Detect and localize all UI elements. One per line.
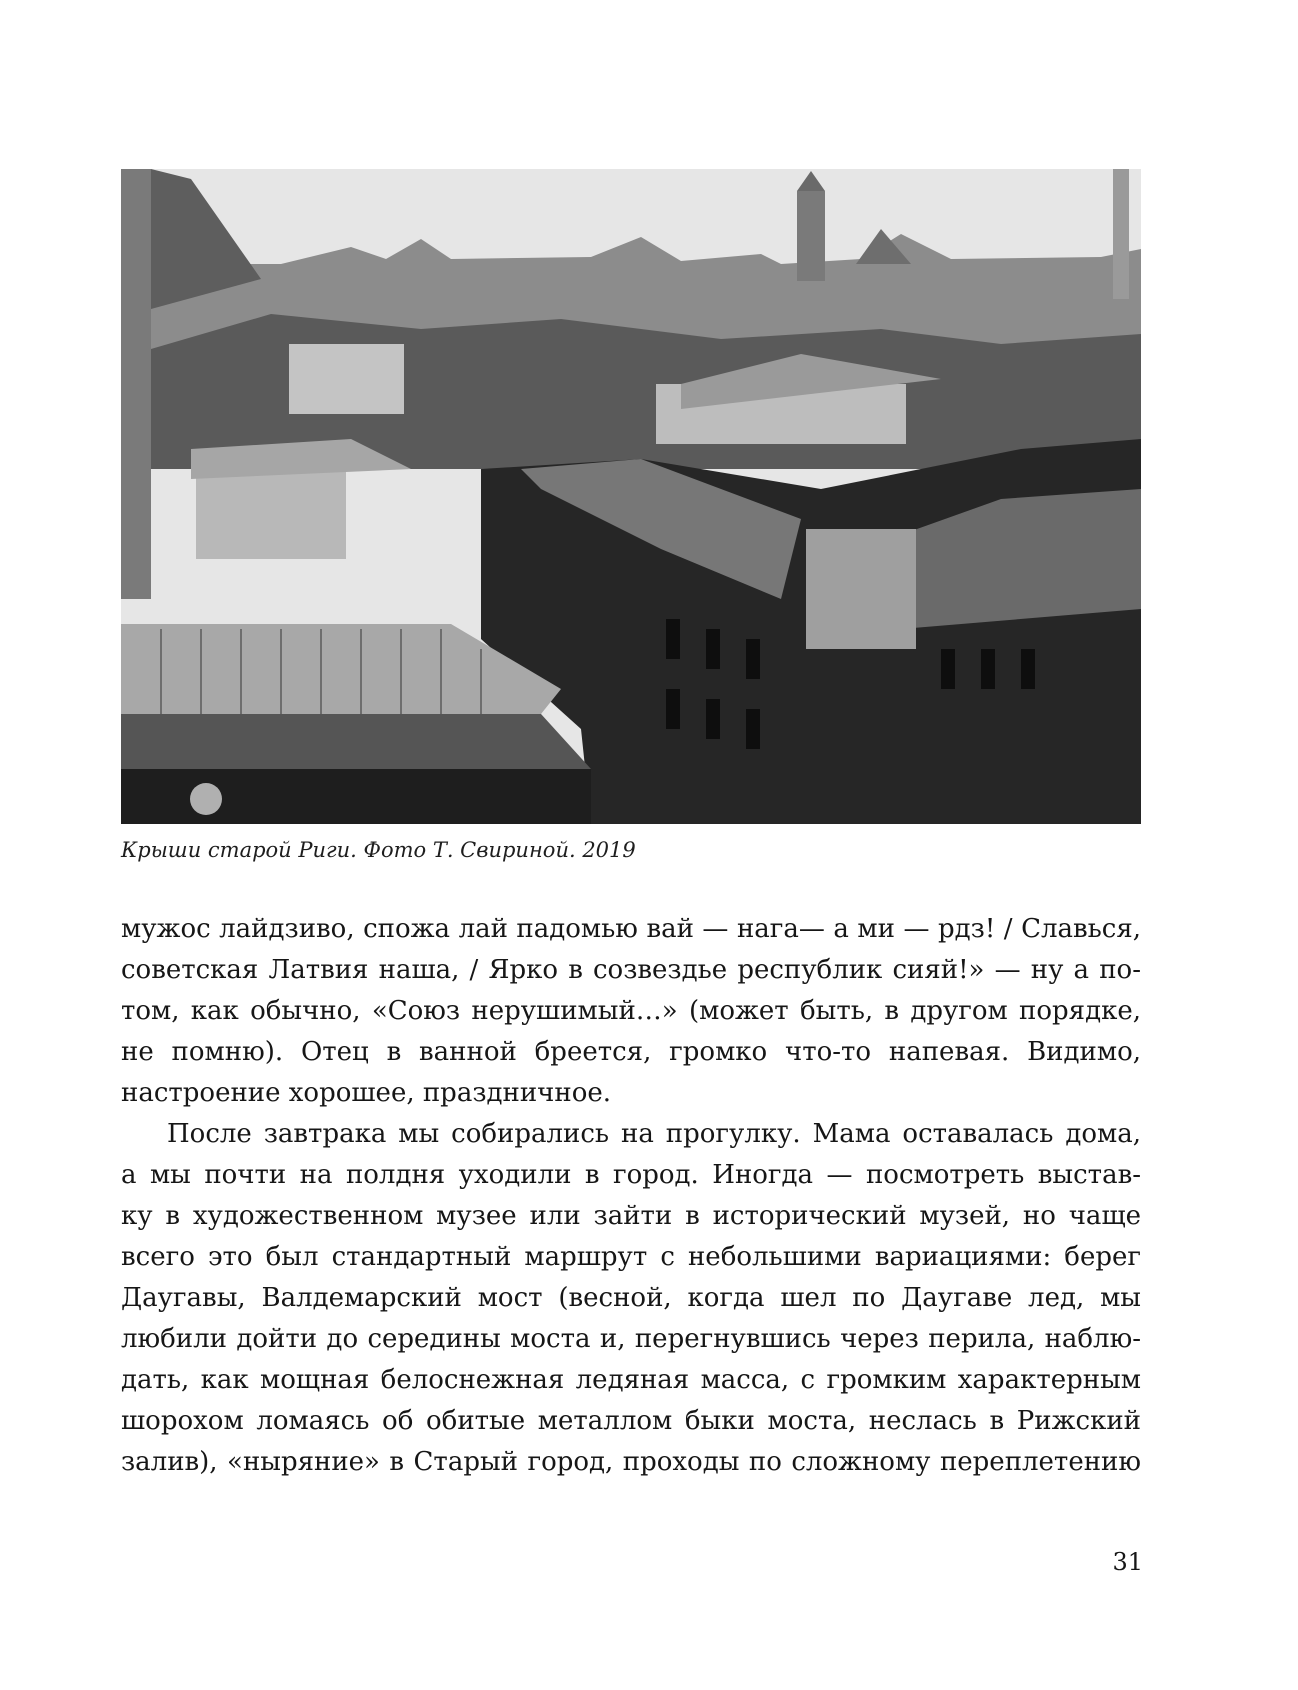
text-line: всего это был стандартный маршрут с небольшими вариациями: берег [121,1242,1141,1272]
photo-chimney-right [1113,169,1129,299]
photo-light-wall-1 [289,344,404,414]
text-line: дать, как мощная белоснежная ледяная масса, с громким характерным [121,1365,1141,1395]
body-text [121,909,1141,1483]
text-line: После завтрака мы собирались на прогулку. Мама оставалась дома, [167,1119,1141,1149]
text-line: советская Латвия наша, / Ярко в созвездье республик сияй!» — ну а по- [121,955,1141,985]
photo-foreground-roof-edge [121,714,591,769]
text-line: не помню). Отец в ванной бреется, громко что-то напевая. Видимо, [121,1037,1141,1067]
text-line: любили дойти до середины моста и, перегнувшись через перила, наблю- [121,1324,1141,1354]
text-line: мужос лайдзиво, спожа лай падомью вай — нага— а ми — рдз! / Славься, [121,914,1141,944]
photo-image [121,169,1141,824]
text-line: том, как обычно, «Союз нерушимый…» (может быть, в другом порядке, [121,996,1141,1026]
photo-caption: Крыши старой Риги. Фото Т. Свириной. 2019 [121,838,636,862]
photo-riga-roofs [121,169,1141,824]
text-line: залив), «ныряние» в Старый город, проходы по сложному переплетению [121,1447,1141,1477]
text-line: а мы почти на полдня уходили в город. Иногда — посмотреть выстав- [121,1160,1141,1190]
photo-left-building [121,169,151,599]
page-number: 31 [1112,1548,1143,1576]
photo-tower [797,191,825,281]
text-line: настроение хорошее, праздничное. [121,1078,612,1108]
text-line: Даугавы, Валдемарский мост (весной, когда шел по Даугаве лед, мы [121,1283,1141,1313]
text-line: шорохом ломаясь об обитые металлом быки моста, неслась в Рижский [121,1406,1141,1436]
photo-white-building [806,529,916,649]
photo-round-window [190,783,222,815]
text-line: ку в художественном музее или зайти в исторический музей, но чаще [121,1201,1141,1231]
